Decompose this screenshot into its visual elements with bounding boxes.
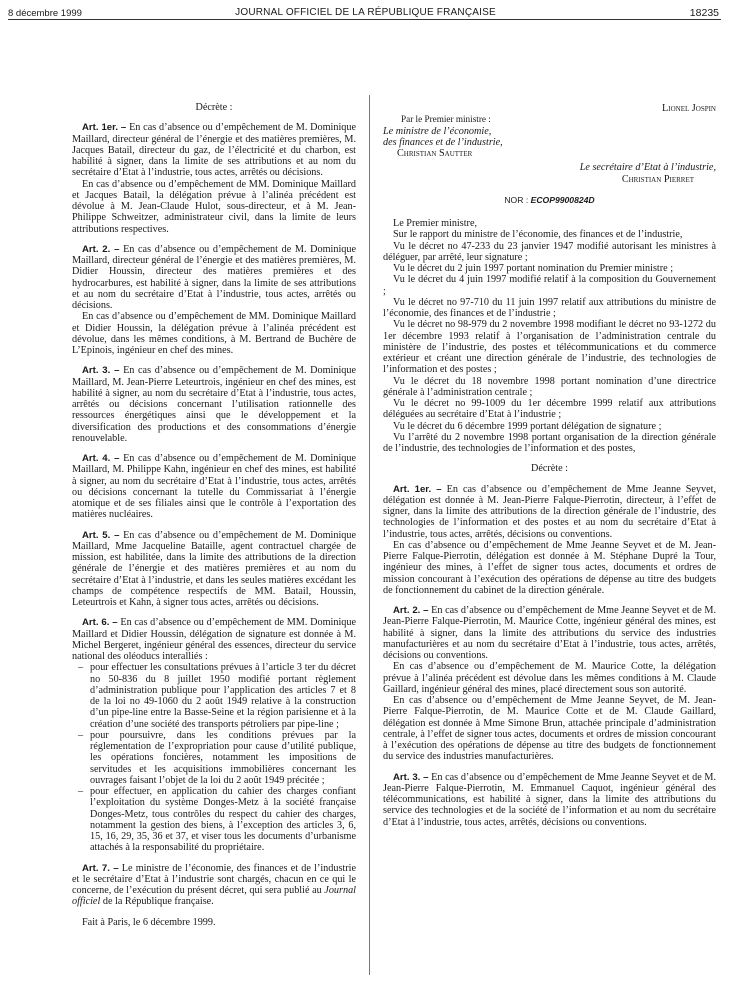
secretary-title: Le secrétaire d’Etat à l’industrie, <box>579 162 716 174</box>
article-text: En cas d’absence ou d’empêchement de M. Dominique Maillard, Mme Jacqueline Bataille, agent contractuel chargée de mission, est habilitée, dans la limite des attributions de la direction générale de l’énergie et des matières premières et au nom du secrétaire d’Etat à l’industrie, et dans les seules matières excédant les champs de compétence respectifs de MM. Batail, Houssin, Leteurtrois et Kahn, à signer tous actes, arrêtés ou décisions. <box>72 529 356 608</box>
visa: Vu le décret no 97-710 du 11 juin 1997 relatif aux attributions du ministre de l’économie, des finances et de l’industrie ; <box>383 296 716 319</box>
visa: Vu le décret no 98-979 du 2 novembre 1998 modifiant le décret no 93-1272 du 1er décembre 1993 relatif à l’organisation de l’administration centrale du ministère de l’industrie, des postes et télécommunications et du commerce extérieur et créant une direction générale de l’industrie, des technologies de l’information et des postes ; <box>383 319 716 376</box>
article-label: Art. 7. – <box>82 862 119 874</box>
article-label: Art. 1er. – <box>393 483 442 495</box>
list-item: – pour poursuivre, dans les conditions prévues par la réglementation de l’expropriation pour cause d’utilité publique, les opérations foncières, notamment les impositions de servitudes et les acquisitions immobilières concernant les ouvrages faisant l’objet de la loi du 2 août 1949 précitée ; <box>90 730 356 786</box>
column-divider <box>369 95 370 975</box>
nor-label: NOR : <box>504 194 529 205</box>
article-text: En cas d’absence ou d’empêchement de Mme Jeanne Seyvet et de M. Jean-Pierre Falque-Pierrotin, M. Maurice Cotte, ingénieur général des mines, est habilité à signer, dans la limite des attributions du service des industries manufacturières et au nom du secrétaire d’Etat à l’industrie, tous actes, arrêtés, décisions ou conventions. <box>383 605 716 661</box>
article-label: Art. 2. – <box>393 605 429 616</box>
signature-prime-minister: Lionel Jospin <box>662 103 716 114</box>
right-article-2 <box>383 605 716 661</box>
article-6-list <box>72 662 356 853</box>
nor-code: ECOP9900824D <box>530 194 595 205</box>
article-1-paragraph-2: En cas d’absence ou d’empêchement de MM. Dominique Maillard et Jacques Batail, la délégation prévue à l’alinéa précédent est dévolue à M. Jean-Claude Hulot, sous-directeur, et à M. Jean-Philippe Schweitzer, administrateur civil, dans la limite de leurs attributions respectives. <box>72 178 356 235</box>
visa: Vu le décret du 2 juin 1997 portant nomination du Premier ministre ; <box>393 263 674 274</box>
signature-par: Par le Premier ministre : <box>401 114 491 125</box>
minister-title-line-2: des finances et de l’industrie, <box>383 136 503 148</box>
left-column <box>72 100 356 928</box>
article-text: En cas d’absence ou d’empêchement de M. Dominique Maillard, directeur général de l’énergie et des matières premières, M. Didier Houssin, directeur des matières premières et des hydrocarbures, est habilité à signer, dans la limite de ses attributions et au nom du secrétaire d’Etat à l’industrie, tous actes, arrêtés ou décisions. <box>72 243 356 311</box>
nor-reference <box>383 195 716 206</box>
article-label: Art. 5. – <box>82 529 120 541</box>
decrete-heading: Décrète : <box>195 102 233 113</box>
article-text-end: de la République française. <box>100 896 214 908</box>
header-rule <box>8 19 721 20</box>
decrete-heading-right: Décrète : <box>530 463 569 475</box>
right-article-3 <box>383 772 716 828</box>
signature-secretary-name: Christian Pierret <box>621 173 694 185</box>
minister-title-line-1: Le ministre de l’économie, <box>383 125 492 137</box>
visa: Vu l’arrêté du 2 novembre 1998 portant organisation de la direction générale de l’industrie, des technologies de l’information et des postes, <box>383 431 716 454</box>
visa: Vu le décret du 6 décembre 1999 portant délégation de signature ; <box>393 420 662 432</box>
article-label: Art. 6. – <box>82 617 118 629</box>
article-text: En cas d’absence ou d’empêchement de M. Dominique Maillard, directeur général de l’énergie et des matières premières, M. Jacques Batail, directeur du gaz, de l’électricité et du charbon, est habilité à signer, dans la limite de ses attributions et au nom du secrétaire d’Etat à l’industrie, tous actes, arrêtés ou décisions. <box>72 122 357 179</box>
list-item: – pour effectuer, en application du cahier des charges confiant l’exploitation du système Donges-Metz à la société française Donges-Metz, tous contrôles du respect du cahier des charges, notamment la gestion des biens, à l’exception des articles 3, 6, 15, 16, 29, 35, 36 et 37, et viser tous les documents d’urbanisme attachés à la responsabilité du propriétaire. <box>90 786 356 854</box>
article-label: Art. 3. – <box>393 771 429 783</box>
header-date: 8 décembre 1999 <box>8 8 82 19</box>
article-text: Le ministre de l’économie, des finances et de l’industrie et le secrétaire d’Etat à l’industrie sont chargés, chacun en ce qui le concerne, de l’exécution du présent décret, qui sera publié au <box>72 862 356 896</box>
article-label: Art. 4. – <box>82 453 120 464</box>
signature-minister-name: Christian Sautter <box>397 148 473 159</box>
visa: Sur le rapport du ministre de l’économie, des finances et de l’industrie, <box>393 229 683 241</box>
article-label: Art. 3. – <box>82 365 120 377</box>
article-label: Art. 1er. – <box>82 122 127 134</box>
visa: Vu le décret no 99-1009 du 1er décembre 1999 relatif aux attributions déléguées au secrétaire d’Etat à l’industrie ; <box>383 398 716 421</box>
right-article-1 <box>383 484 716 540</box>
article-text: En cas d’absence ou d’empêchement de M. Dominique Maillard, M. Jean-Pierre Leteurtrois, ingénieur en chef des mines, est habilité à signer, au nom du secrétaire d’Etat à l’industrie, tous actes, arrêtés ou décisions concernant l’utilisation rationnelle des ressources énergétiques ainsi que le développement et la diversification des productions et des consommations d’énergie renouvelable. <box>72 365 356 444</box>
article-6 <box>72 617 356 662</box>
visa: Vu le décret du 18 novembre 1998 portant nomination d’une directrice générale à l’administration centrale ; <box>383 375 716 398</box>
signature-minister-title-2 <box>383 137 716 148</box>
article-text: En cas d’absence ou d’empêchement de Mme Jeanne Seyvet, délégation est donnée à M. Jean-Pierre Falque-Pierrotin, directeur, à l’effet de signer, dans la limite des attributions de la direction générale de l’industrie, des technologies de l’information et des postes et au nom du secrétaire d’Etat à l’industrie, tous actes, arrêtés, décisions ou conventions. <box>383 483 717 540</box>
right-article-2-paragraph-3: En cas d’absence ou d’empêchement de Mme Jeanne Seyvet, de M. Jean-Pierre Falque-Pierrotin, de M. Maurice Cotte et de M. Claude Gaillard, délégation est donnée à Mme Simone Brun, attachée principale d’administration centrale, à l’effet de signer tous actes, documents et ordres de mission concourant à l’exécution des opérations de dépense au titre des budgets de fonctionnement du service des industries manufacturières. <box>383 695 716 763</box>
article-2 <box>72 244 356 312</box>
article-text: En cas d’absence ou d’empêchement de MM. Dominique Maillard et Didier Houssin, délégation de signature est donnée à M. Michel Bergeret, ingénieur général des essences, directeur du service national des oléoducs interalliés : <box>72 617 356 662</box>
premier-ministre-intro: Le Premier ministre, <box>393 218 478 229</box>
article-2-paragraph-2: En cas d’absence ou d’empêchement de MM. Dominique Maillard et Didier Houssin, la délégation prévue à l’alinéa précédent est dévolue, dans les mêmes conditions, à M. Bertrand de Buchère de L’Epinois, ingénieur en chef des mines. <box>72 311 356 356</box>
article-7 <box>72 863 356 908</box>
article-label: Art. 2. – <box>82 243 120 255</box>
header-page-number: 18235 <box>689 7 719 19</box>
journal-officiel-italic: Journal officiel <box>72 885 356 908</box>
article-4 <box>72 453 356 521</box>
list-item: – pour effectuer les consultations prévues à l’article 3 ter du décret no 50-836 du 8 juillet 1950 modifié portant règlement d’administration publique pour l’application des articles 7 et 8 de la loi no 49-1060 du 2 août 1949 relative à la construction d’un pipe-line entre la Basse-Seine et la région parisienne et à la création d’une société des transports pétroliers par pipe-line ; <box>90 662 356 730</box>
article-5 <box>72 530 356 609</box>
article-3 <box>72 365 356 444</box>
right-column <box>383 100 716 828</box>
visa: Vu le décret du 4 juin 1997 modifié relatif à la composition du Gouvernement ; <box>383 274 716 297</box>
visa: Vu le décret no 47-233 du 23 janvier 1947 modifié autorisant les ministres à déléguer, par arrêté, leur signature ; <box>383 240 716 263</box>
right-article-1-paragraph-2: En cas d’absence ou d’empêchement de Mme Jeanne Seyvet et de M. Jean-Pierre Falque-Pierrotin, délégation est donnée à M. Stéphane Dupré la Tour, ingénieur des mines, à l’effet de signer tous actes, documents et ordres de mission concourant à l’exécution des opérations de dépense au titre des budgets de fonctionnement du cabinet de la direction générale. <box>383 539 716 596</box>
signature-minister-title-1 <box>383 126 716 137</box>
fait-a-paris: Fait à Paris, le 6 décembre 1999. <box>82 916 216 928</box>
right-article-2-paragraph-2: En cas d’absence ou d’empêchement de M. Maurice Cotte, la délégation prévue à l’alinéa précédent est dévolue dans les mêmes conditions à M. Claude Gaillard, ingénieur général des mines, placé directement sous son autorité. <box>383 661 716 695</box>
article-1 <box>72 122 356 178</box>
signature-secretary-title <box>383 162 716 173</box>
header-journal-title: JOURNAL OFFICIEL DE LA RÉPUBLIQUE FRANÇAISE <box>235 7 496 18</box>
article-text: En cas d’absence ou d’empêchement de Mme Jeanne Seyvet et de M. Jean-Pierre Falque-Pierrotin, M. Emmanuel Caquot, ingénieur général des télécommunications, est habilité à signer, dans la limite des attributions du service des technologies et de la société de l’information et au nom du secrétaire d’Etat à l’industrie, tous actes, arrêtés, décisions ou conventions. <box>383 771 716 828</box>
article-text: En cas d’absence ou d’empêchement de M. Dominique Maillard, M. Philippe Kahn, ingénieur en chef des mines, est habilité à signer, au nom du secrétaire d’Etat à l’industrie, tous actes, arrêtés ou décisions concernant la tutelle du Commissariat à l’énergie atomique et de ses filiales ainsi que le contrôle à l’exportation des matières nucléaires. <box>72 453 356 521</box>
